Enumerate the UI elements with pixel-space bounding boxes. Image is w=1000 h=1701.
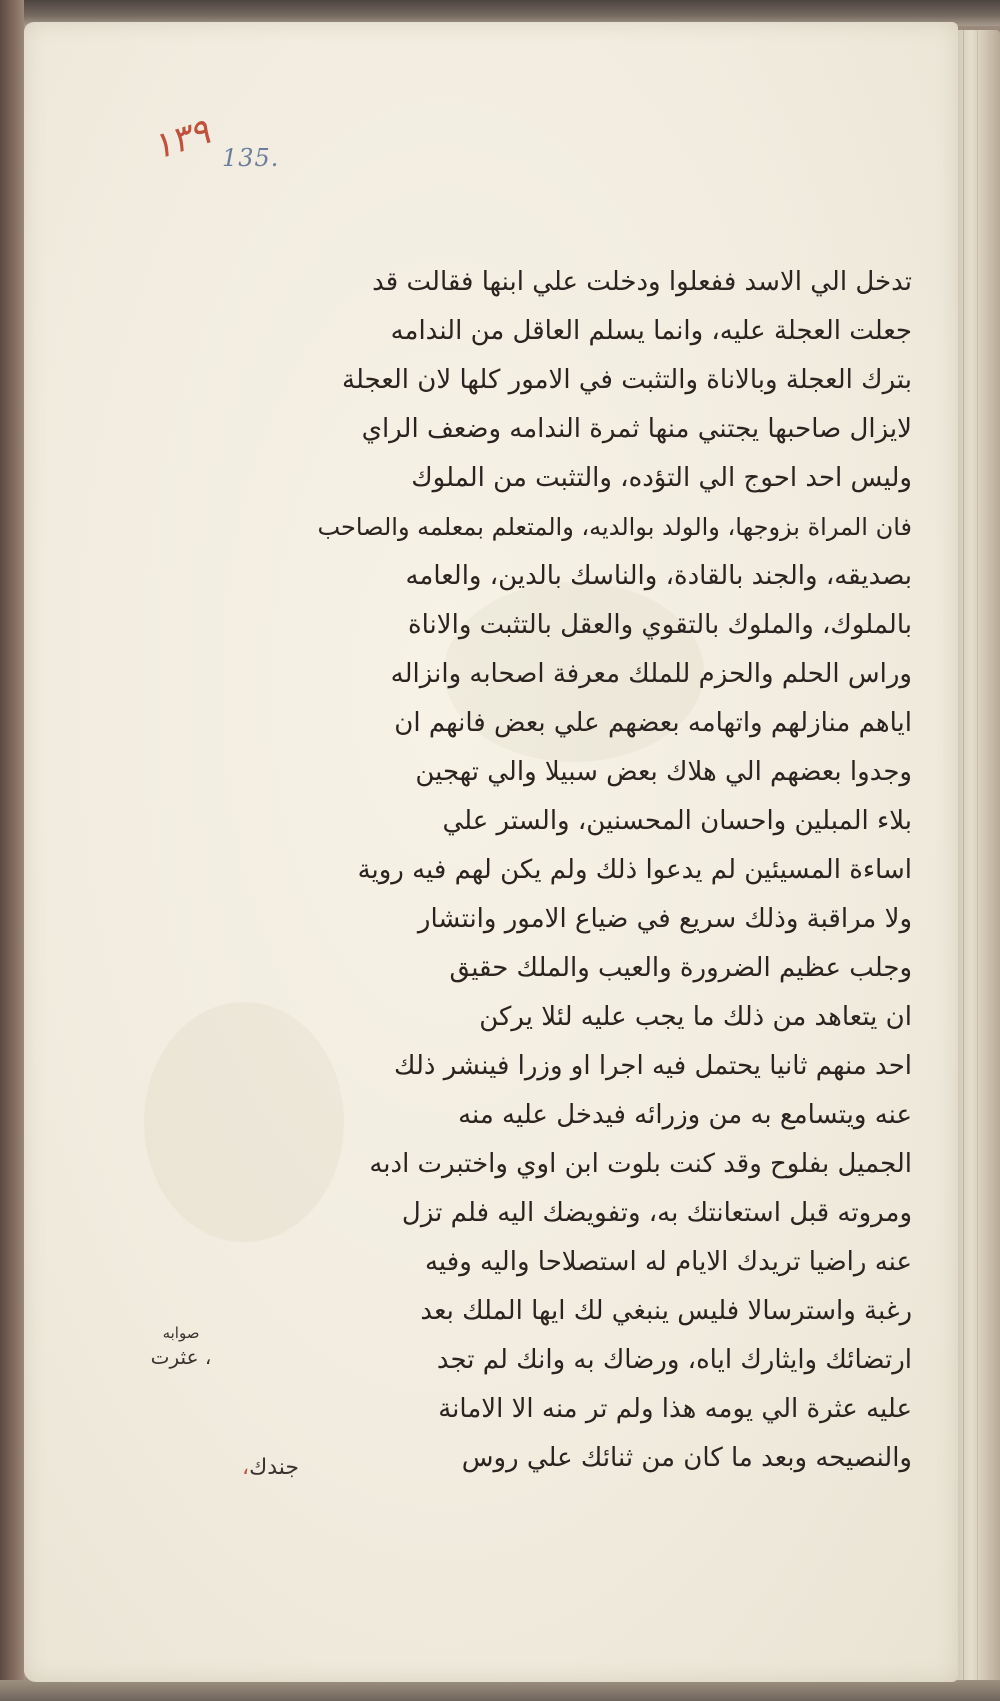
text-line: الجميل بفلوح وقد كنت بلوت ابن اوي واختبرت ادبه	[369, 1149, 912, 1179]
text-line: عنه راضيا تريدك الايام له استصلاحا واليه وفيه	[424, 1247, 912, 1277]
folio-number-pencil: 135.	[222, 144, 280, 172]
text-line: ولا مراقبة وذلك سريع في ضياع الامور وانتشار	[417, 904, 912, 934]
text-line: والنصيحه وبعد ما كان من ثنائك علي روس	[461, 1443, 912, 1473]
left-binding	[0, 0, 24, 1701]
text-line: بترك العجلة وبالاناة والتثبت في الامور كلها لان العجلة	[342, 365, 912, 395]
text-line: احد منهم ثانيا يحتمل فيه اجرا او وزرا فينشر ذلك	[394, 1051, 912, 1081]
text-line: اساءة المسيئين لم يدعوا ذلك ولم يكن لهم فيه روية	[357, 855, 912, 885]
text-line: عنه ويتسامع به من وزرائه فيدخل عليه منه	[458, 1100, 912, 1130]
text-line: بصديقه، والجند بالقادة، والناسك بالدين، والعامه	[405, 561, 912, 591]
text-line: عليه عثرة الي يومه هذا ولم تر منه الا الامانة	[438, 1394, 912, 1424]
text-line: لايزال صاحبها يجتني منها ثمرة الندامه وضعف الراي	[361, 414, 912, 444]
text-line: رغبة واسترسالا فليس ينبغي لك ايها الملك بعد	[420, 1296, 912, 1326]
bottom-binding-strip	[0, 1680, 1000, 1701]
text-line: بالملوك، والملوك بالتقوي والعقل بالتثبت والاناة	[408, 610, 912, 640]
text-line: تدخل الي الاسد ففعلوا ودخلت علي ابنها فقالت قد	[372, 267, 912, 297]
text-line: ومروته قبل استعانتك به، وتفويضك اليه فلم تزل	[401, 1198, 912, 1228]
text-line: وليس احد احوج الي التؤده، والتثبت من الملوك	[411, 463, 912, 493]
folio-number	[147, 111, 280, 192]
text-line: ارتضائك وايثارك اياه، ورضاك به وانك لم تجد	[436, 1345, 912, 1375]
text-line: وجدوا بعضهم الي هلاك بعض سبيلا والي تهجين	[415, 757, 912, 787]
margin-note-label: صوابه	[162, 1324, 200, 1342]
page-edges	[955, 30, 1000, 1690]
margin-note-correction: ، عثرت	[150, 1345, 212, 1369]
margin-correction-note	[140, 1322, 222, 1370]
main-text-block	[312, 258, 912, 1473]
catchword-text: جندك	[249, 1455, 300, 1480]
folio-number-red: ١٣٩	[147, 111, 215, 169]
text-line: ان يتعاهد من ذلك ما يجب عليه لئلا يركن	[479, 1002, 912, 1032]
catchword	[242, 1455, 299, 1480]
text-line: بلاء المبلين واحسان المحسنين، والستر علي	[442, 806, 912, 836]
catchword-red-dot: ،	[242, 1455, 250, 1480]
text-line: وراس الحلم والحزم للملك معرفة اصحابه وانزاله	[390, 659, 912, 689]
text-line: اياهم منازلهم واتهامه بعضهم علي بعض فانهم ان	[394, 708, 912, 738]
text-line: جعلت العجلة عليه، وانما يسلم العاقل من الندامه	[390, 316, 912, 346]
text-line: وجلب عظيم الضرورة والعيب والملك حقيق	[449, 953, 912, 983]
text-line: فان المراة بزوجها، والولد بوالديه، والمتعلم بمعلمه والصاحب	[317, 513, 912, 541]
